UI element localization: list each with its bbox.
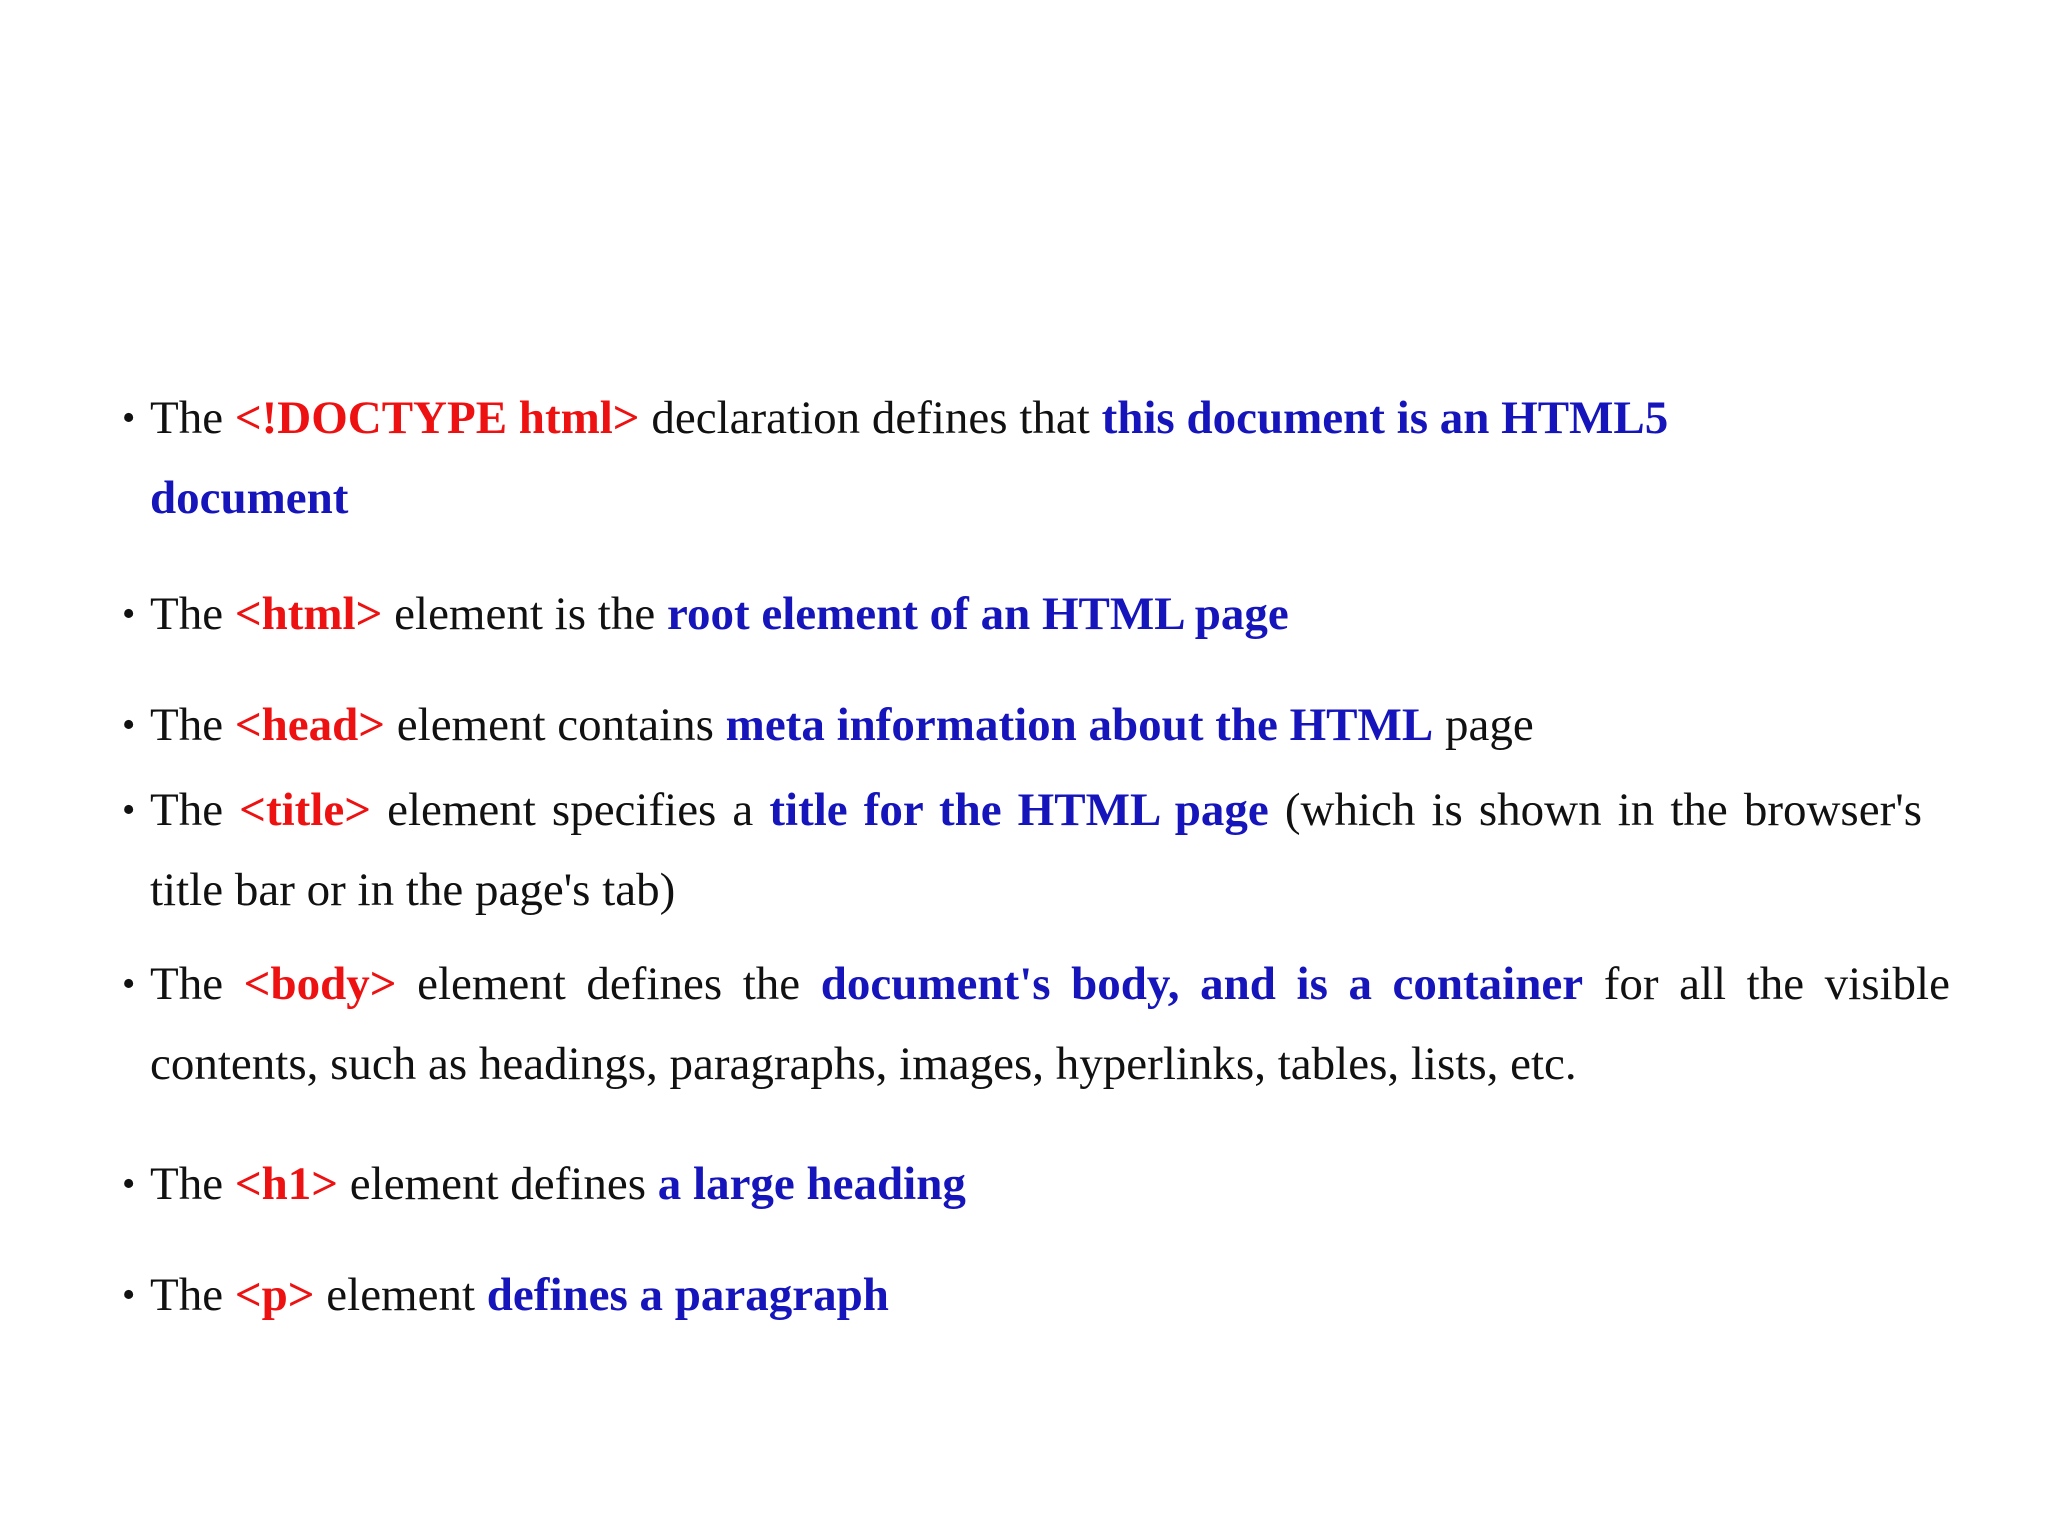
- bullet-text: element is the: [382, 588, 667, 640]
- bullet-text: element specifies a: [371, 784, 770, 836]
- bullet-marker: •: [122, 704, 136, 746]
- tag-title: <title>: [239, 784, 371, 836]
- bullet-text: The: [150, 699, 235, 751]
- bullet-marker: •: [122, 397, 136, 439]
- tag-doctype: <!DOCTYPE html>: [234, 392, 640, 444]
- emphasis-text: document's body, and is a container: [820, 958, 1584, 1010]
- tag-head: <head>: [234, 699, 386, 751]
- bullet-text: declaration defines that: [639, 392, 1102, 444]
- bullet-text: page: [1433, 699, 1534, 751]
- bullet-text: The: [150, 958, 244, 1010]
- bullet-text: element defines: [338, 1158, 658, 1210]
- tag-p: <p>: [234, 1269, 315, 1321]
- bullet-marker: •: [122, 1163, 136, 1205]
- emphasis-text: defines a paragraph: [486, 1269, 889, 1321]
- bullet-doctype: [122, 378, 1850, 538]
- bullet-text: element defines the: [396, 958, 821, 1010]
- emphasis-text: title for the HTML page: [769, 784, 1269, 836]
- bullet-text: The: [150, 1269, 235, 1321]
- bullet-head: [122, 685, 1534, 765]
- bullet-body: [122, 944, 1950, 1104]
- emphasis-text: a large heading: [657, 1158, 966, 1210]
- tag-html: <html>: [234, 588, 383, 640]
- bullet-text: The: [150, 588, 235, 640]
- bullet-h1: [122, 1144, 966, 1224]
- bullet-title: [122, 770, 1922, 930]
- bullet-text: The: [150, 1158, 235, 1210]
- emphasis-text: this document is an HTML5: [1101, 392, 1669, 444]
- bullet-text: The: [150, 392, 235, 444]
- emphasis-text: root element of an HTML page: [666, 588, 1289, 640]
- bullet-text: element contains: [385, 699, 726, 751]
- tag-h1: <h1>: [234, 1158, 339, 1210]
- bullet-text: for all the visible contents, such as headings, paragraphs, images, hyperlinks, tables, lists, etc.: [150, 958, 1950, 1090]
- tag-body: <body>: [243, 958, 397, 1010]
- bullet-text: (which is shown in the browser's title bar or in the page's tab): [150, 784, 1922, 916]
- bullet-marker: •: [122, 593, 136, 635]
- bullet-text: element: [314, 1269, 487, 1321]
- bullet-marker: •: [122, 789, 136, 831]
- bullet-p: [122, 1255, 889, 1335]
- emphasis-text: document: [150, 472, 349, 524]
- bullet-marker: •: [122, 1274, 136, 1316]
- emphasis-text: meta information about the HTML: [725, 699, 1434, 751]
- bullet-html: [122, 574, 1289, 654]
- bullet-marker: •: [122, 963, 136, 1005]
- bullet-text: The: [150, 784, 240, 836]
